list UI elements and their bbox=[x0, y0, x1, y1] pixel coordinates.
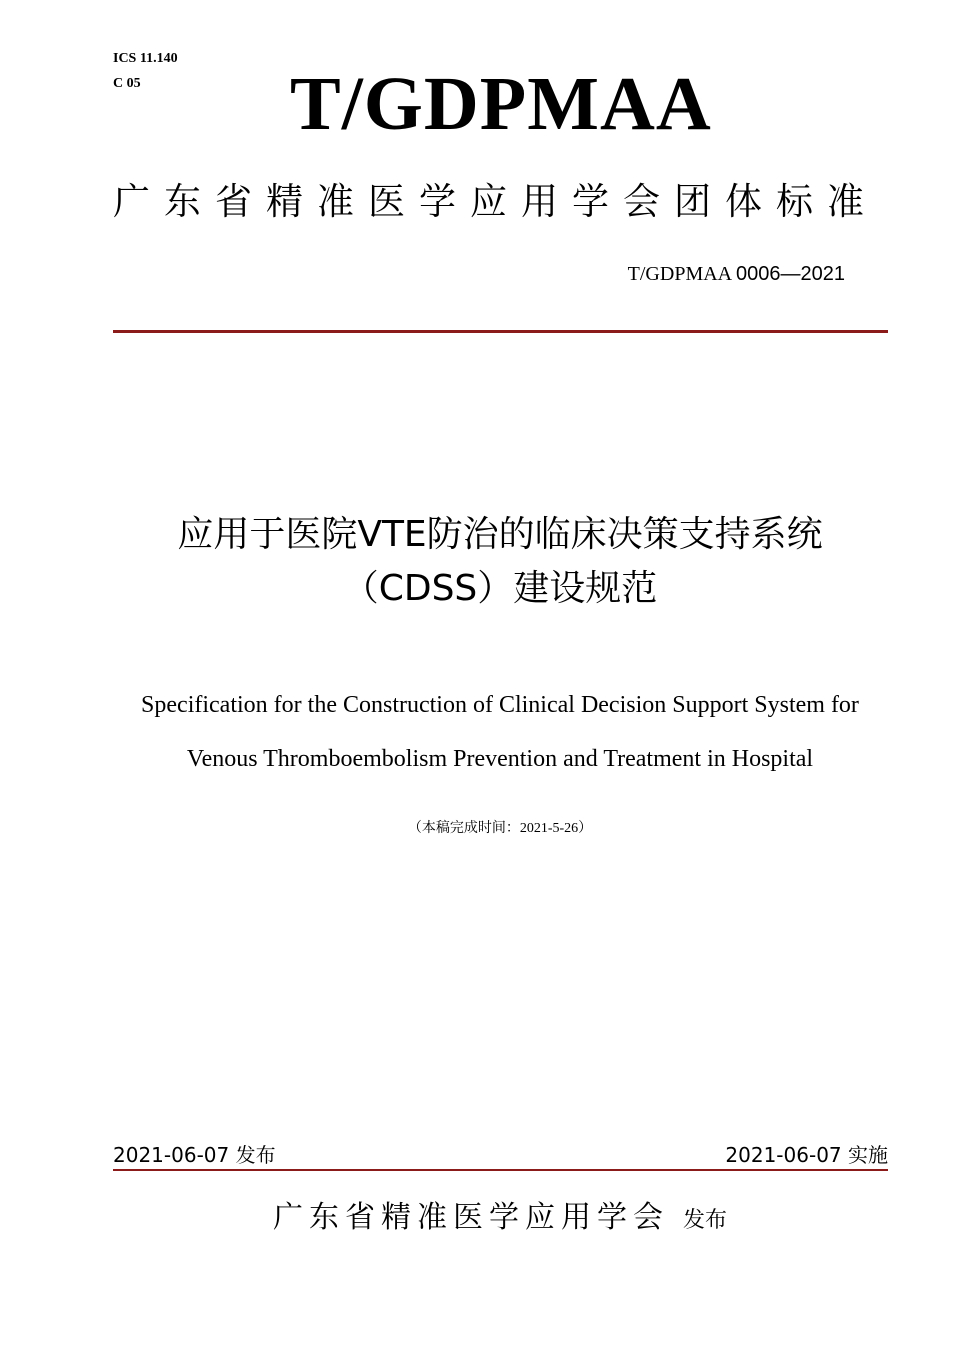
draft-completion-date: （本稿完成时间：2021-5-26） bbox=[407, 821, 593, 836]
title-chinese-line-1: 应用于医院VTE防治的临床决策支持系统 bbox=[177, 514, 823, 555]
title-english-line-1: Specification for the Construction of Clinical Decision Support System for bbox=[141, 692, 859, 718]
standard-brand: T/GDPMAA bbox=[290, 62, 712, 146]
footer-divider bbox=[113, 1169, 888, 1171]
publish-date: 2021-06-07 发布 bbox=[113, 1143, 276, 1167]
standard-number-prefix: T/GDPMAA bbox=[627, 263, 737, 285]
standard-number bbox=[628, 262, 845, 286]
publisher-verb: 发布 bbox=[682, 1208, 727, 1233]
title-english bbox=[80, 678, 920, 786]
publisher bbox=[100, 1196, 900, 1243]
header-divider bbox=[113, 330, 888, 333]
implementation-date: 2021-06-07 实施 bbox=[725, 1143, 888, 1167]
publisher-organization: 广东省精准医学应用学会 bbox=[272, 1200, 669, 1235]
title-chinese-line-2: （CDSS）建设规范 bbox=[342, 568, 658, 609]
classification-code: C 05 bbox=[113, 76, 141, 91]
title-english-line-2: Venous Thromboembolism Prevention and Treatment in Hospital bbox=[186, 746, 814, 772]
ics-code: ICS 11.140 bbox=[113, 51, 178, 66]
standard-number-digits: 0006—2021 bbox=[736, 263, 845, 285]
organization-standard-heading: 广东省精准医学应用学会团体标准 bbox=[113, 180, 878, 223]
title-chinese bbox=[100, 508, 900, 616]
